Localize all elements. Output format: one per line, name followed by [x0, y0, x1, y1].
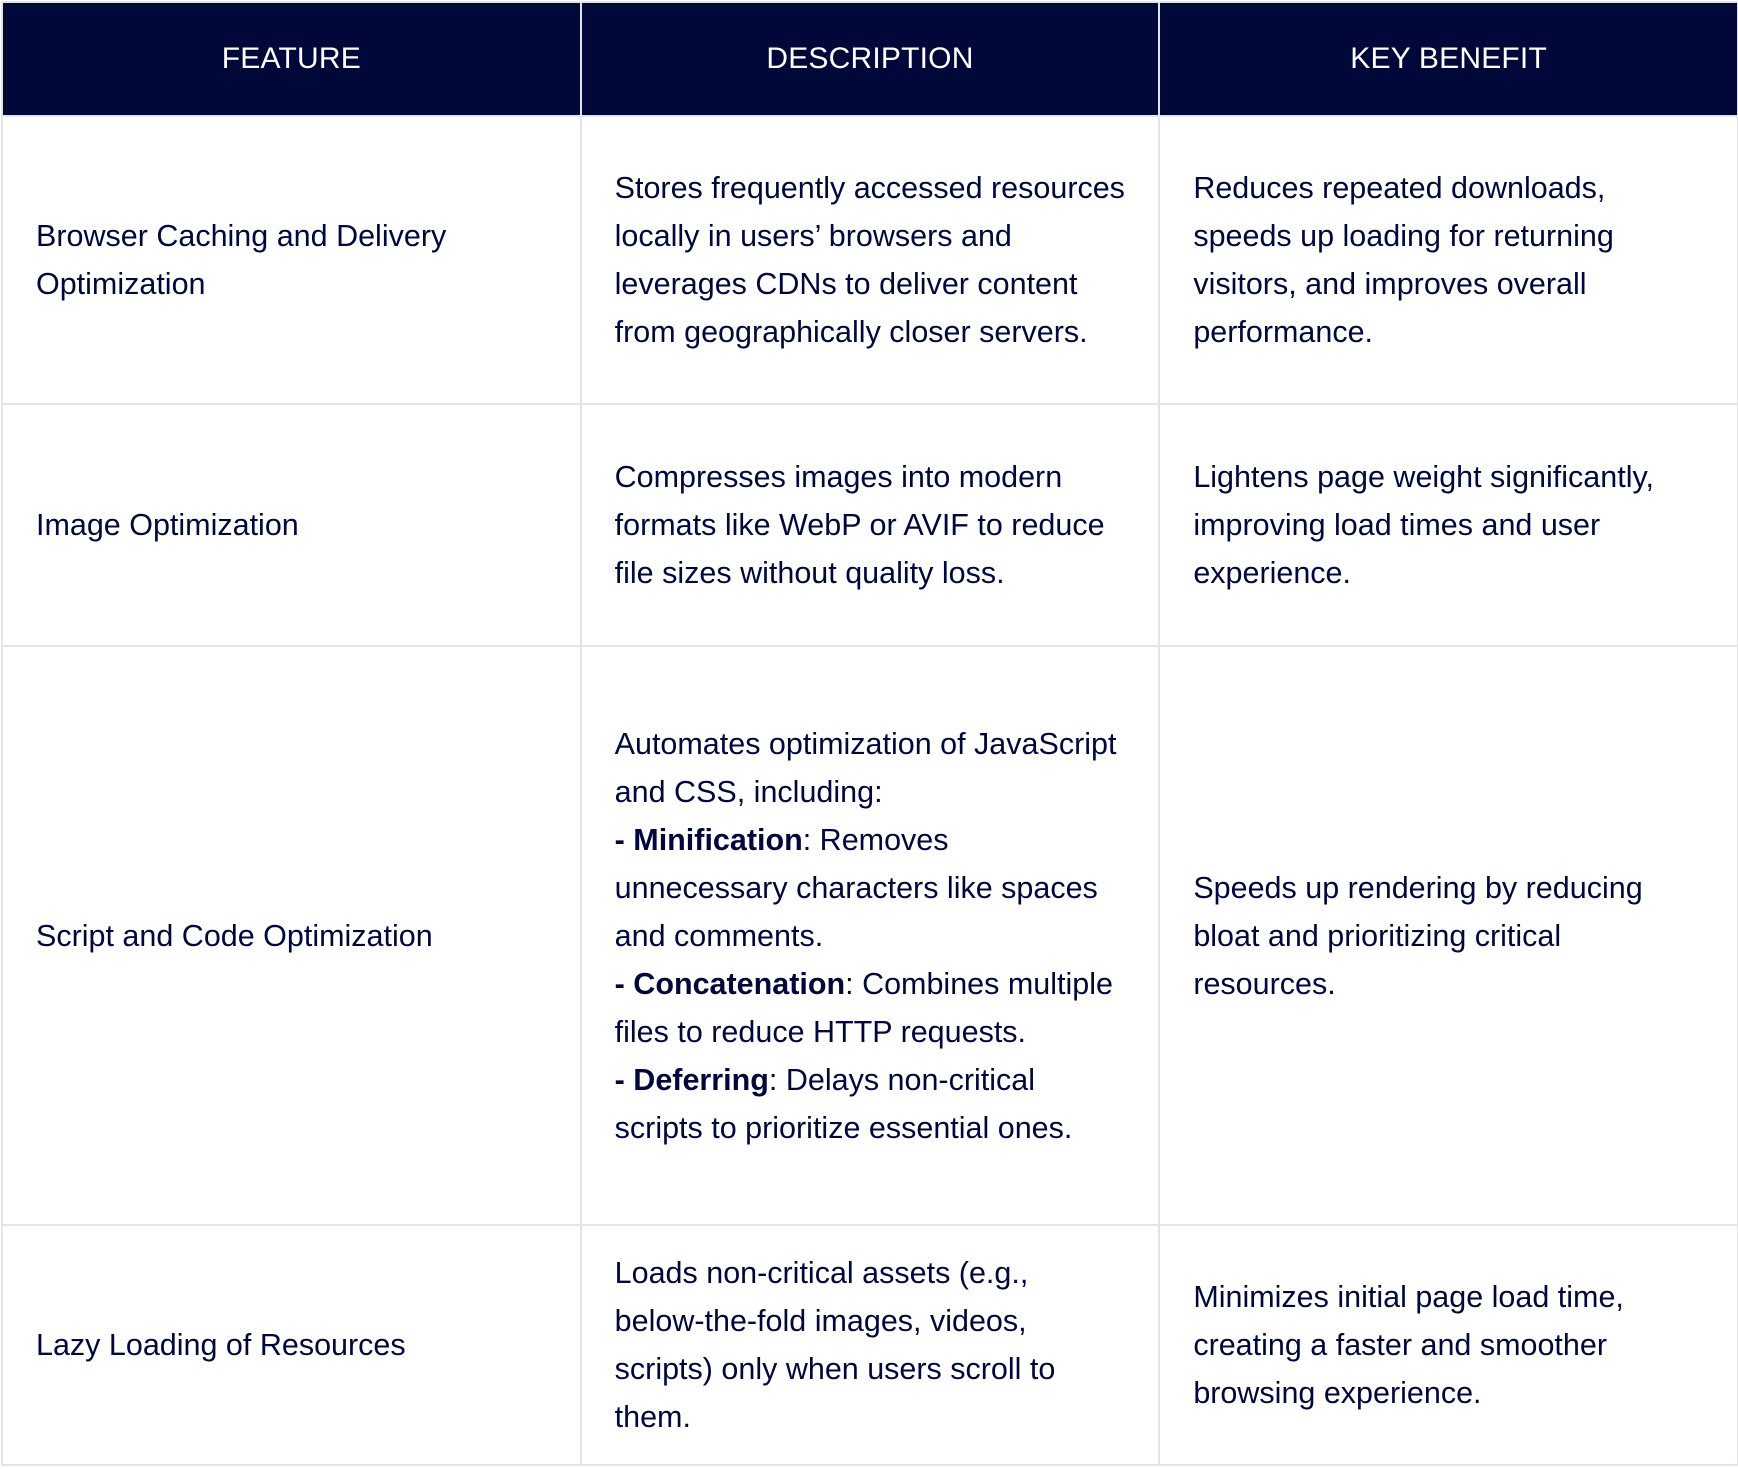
benefit-cell: Speeds up rendering by reducing bloat and prioritizing critical resources.	[1159, 646, 1738, 1225]
benefit-cell: Lightens page weight significantly, improving load times and user experience.	[1159, 404, 1738, 646]
item-text: : Delays non-critical scripts to prioritize essential ones.	[614, 1062, 1073, 1145]
description-cell	[581, 646, 1160, 1225]
description-intro: Automates optimization of JavaScript and CSS, including:	[614, 726, 1117, 809]
description-cell: Stores frequently accessed resources locally in users’ browsers and leverages CDNs to deliver content from geographically closer servers.	[581, 116, 1160, 404]
table-row	[2, 116, 1738, 404]
feature-cell: Lazy Loading of Resources	[2, 1225, 581, 1465]
item-prefix: -	[614, 1062, 634, 1097]
table-row	[2, 646, 1738, 1225]
table-row	[2, 404, 1738, 646]
description-cell: Compresses images into modern formats like WebP or AVIF to reduce file sizes without quality loss.	[581, 404, 1160, 646]
benefit-cell: Minimizes initial page load time, creating a faster and smoother browsing experience.	[1159, 1225, 1738, 1465]
item-term: Concatenation	[633, 966, 846, 1001]
feature-cell: Script and Code Optimization	[2, 646, 581, 1225]
benefit-cell: Reduces repeated downloads, speeds up loading for returning visitors, and improves overall performance.	[1159, 116, 1738, 404]
table-row	[2, 1225, 1738, 1465]
description-item-minification	[615, 816, 1126, 960]
header-row	[2, 2, 1738, 116]
header-key-benefit: KEY BENEFIT	[1159, 2, 1738, 116]
feature-cell: Image Optimization	[2, 404, 581, 646]
item-term: Deferring	[633, 1062, 769, 1097]
table-body	[2, 116, 1738, 1465]
description-item-deferring	[615, 1056, 1126, 1152]
features-table	[1, 1, 1738, 1466]
feature-cell: Browser Caching and Delivery Optimization	[2, 116, 581, 404]
item-prefix: -	[614, 966, 634, 1001]
item-text: : Combines multiple files to reduce HTTP requests.	[614, 966, 1113, 1049]
description-cell: Loads non-critical assets (e.g., below-the-fold images, videos, scripts) only when users scroll to them.	[581, 1225, 1160, 1465]
item-term: Minification	[633, 822, 803, 857]
table-header	[2, 2, 1738, 116]
item-prefix: -	[614, 822, 634, 857]
description-item-concatenation	[615, 960, 1126, 1056]
item-text: : Removes unnecessary characters like spaces and comments.	[614, 822, 1098, 953]
header-description: DESCRIPTION	[581, 2, 1160, 116]
header-feature: FEATURE	[2, 2, 581, 116]
